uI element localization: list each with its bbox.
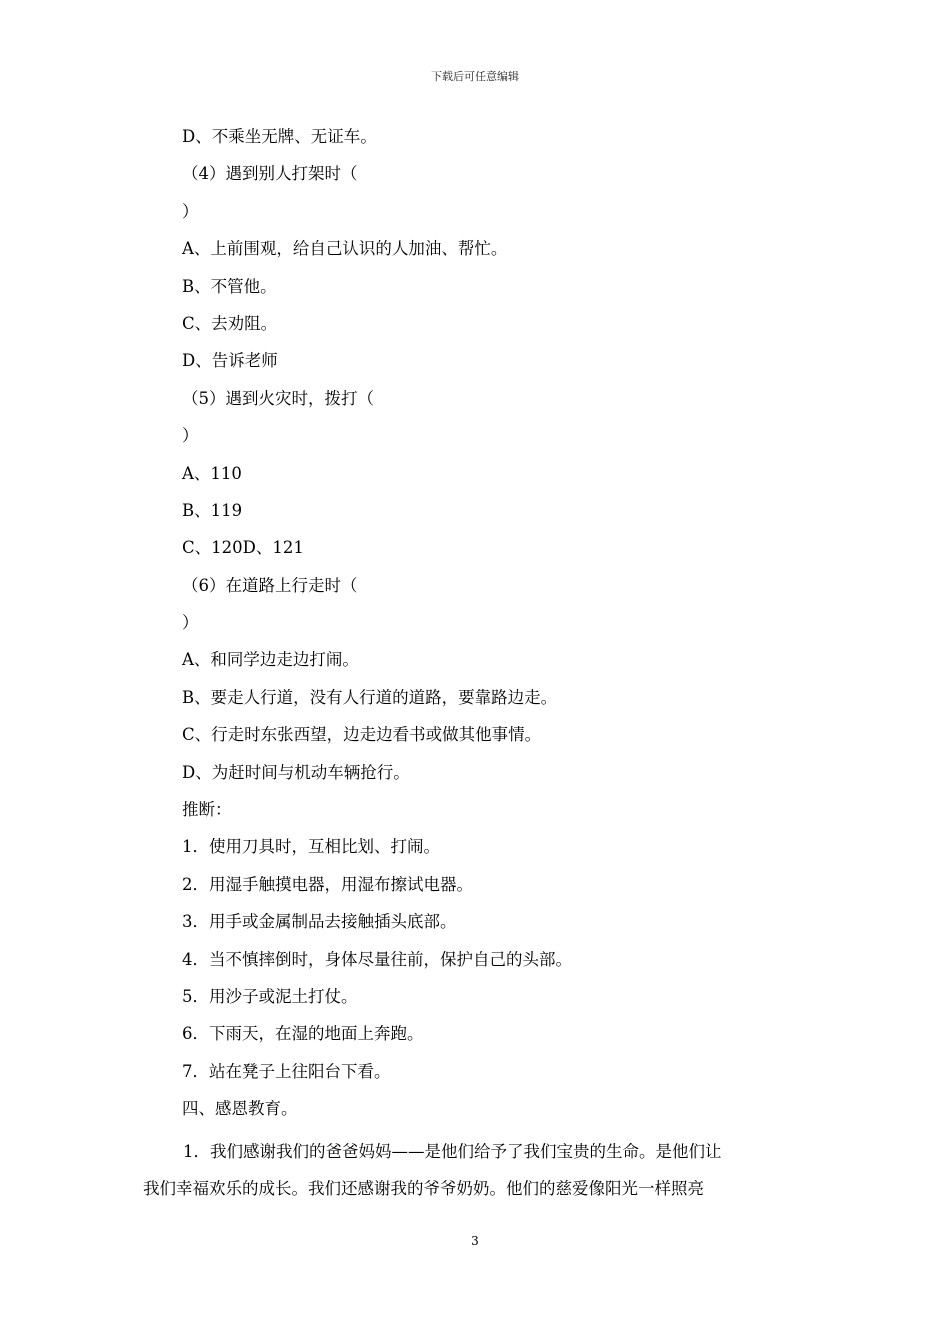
option-d: D、为赶时间与机动车辆抢行。 (182, 762, 410, 782)
option-c-d: C、120D、121 (182, 538, 304, 558)
text-line: ） (182, 613, 199, 633)
judgement-item: 2．用湿手触摸电器，用湿布擦试电器。 (182, 874, 473, 894)
question-4: （4）遇到别人打架时（ (182, 164, 358, 184)
option-b: B、不管他。 (182, 276, 277, 296)
paragraph-line: 我们幸福欢乐的成长。我们还感谢我的爷爷奶奶。他们的慈爱像阳光一样照亮 (143, 1179, 704, 1199)
section-heading-judgement: 推断： (182, 800, 232, 820)
option-a: A、110 (182, 463, 242, 483)
gratitude-paragraph (143, 1133, 811, 1208)
judgement-item: 3．用手或金属制品去接触插头底部。 (182, 912, 457, 932)
page-header: 下载后可任意编辑 (431, 70, 519, 83)
option-a: A、和同学边走边打闹。 (182, 650, 359, 670)
judgement-item: 1．使用刀具时，互相比划、打闹。 (182, 837, 440, 857)
text-line: ） (182, 201, 199, 221)
text-line: ） (182, 426, 199, 446)
option-b: B、要走人行道，没有人行道的道路，要靠路边走。 (182, 687, 558, 707)
option-d: D、告诉老师 (182, 351, 278, 371)
text-line: D、不乘坐无牌、无证车。 (182, 127, 377, 146)
page-number: 3 (471, 1234, 479, 1248)
judgement-item: 5．用沙子或泥土打仗。 (182, 986, 358, 1006)
option-c: C、去劝阻。 (182, 313, 278, 333)
judgement-item: 4．当不慎摔倒时，身体尽量往前，保护自己的头部。 (182, 949, 572, 969)
section-heading-gratitude: 四、感恩教育。 (182, 1099, 298, 1119)
option-c: C、行走时东张西望，边走边看书或做其他事情。 (182, 725, 542, 745)
paragraph-line: 1．我们感谢我们的爸爸妈妈——是他们给予了我们宝贵的生命。是他们让 (183, 1142, 722, 1161)
judgement-item: 7．站在凳子上往阳台下看。 (182, 1061, 391, 1081)
judgement-item: 6．下雨天，在湿的地面上奔跑。 (182, 1024, 424, 1044)
question-5: （5）遇到火灾时，拨打（ (182, 388, 374, 408)
document-body (182, 124, 822, 1134)
option-a: A、上前围观，给自己认识的人加油、帮忙。 (182, 239, 508, 259)
option-b: B、119 (182, 500, 243, 520)
question-6: （6）在道路上行走时（ (182, 575, 358, 595)
